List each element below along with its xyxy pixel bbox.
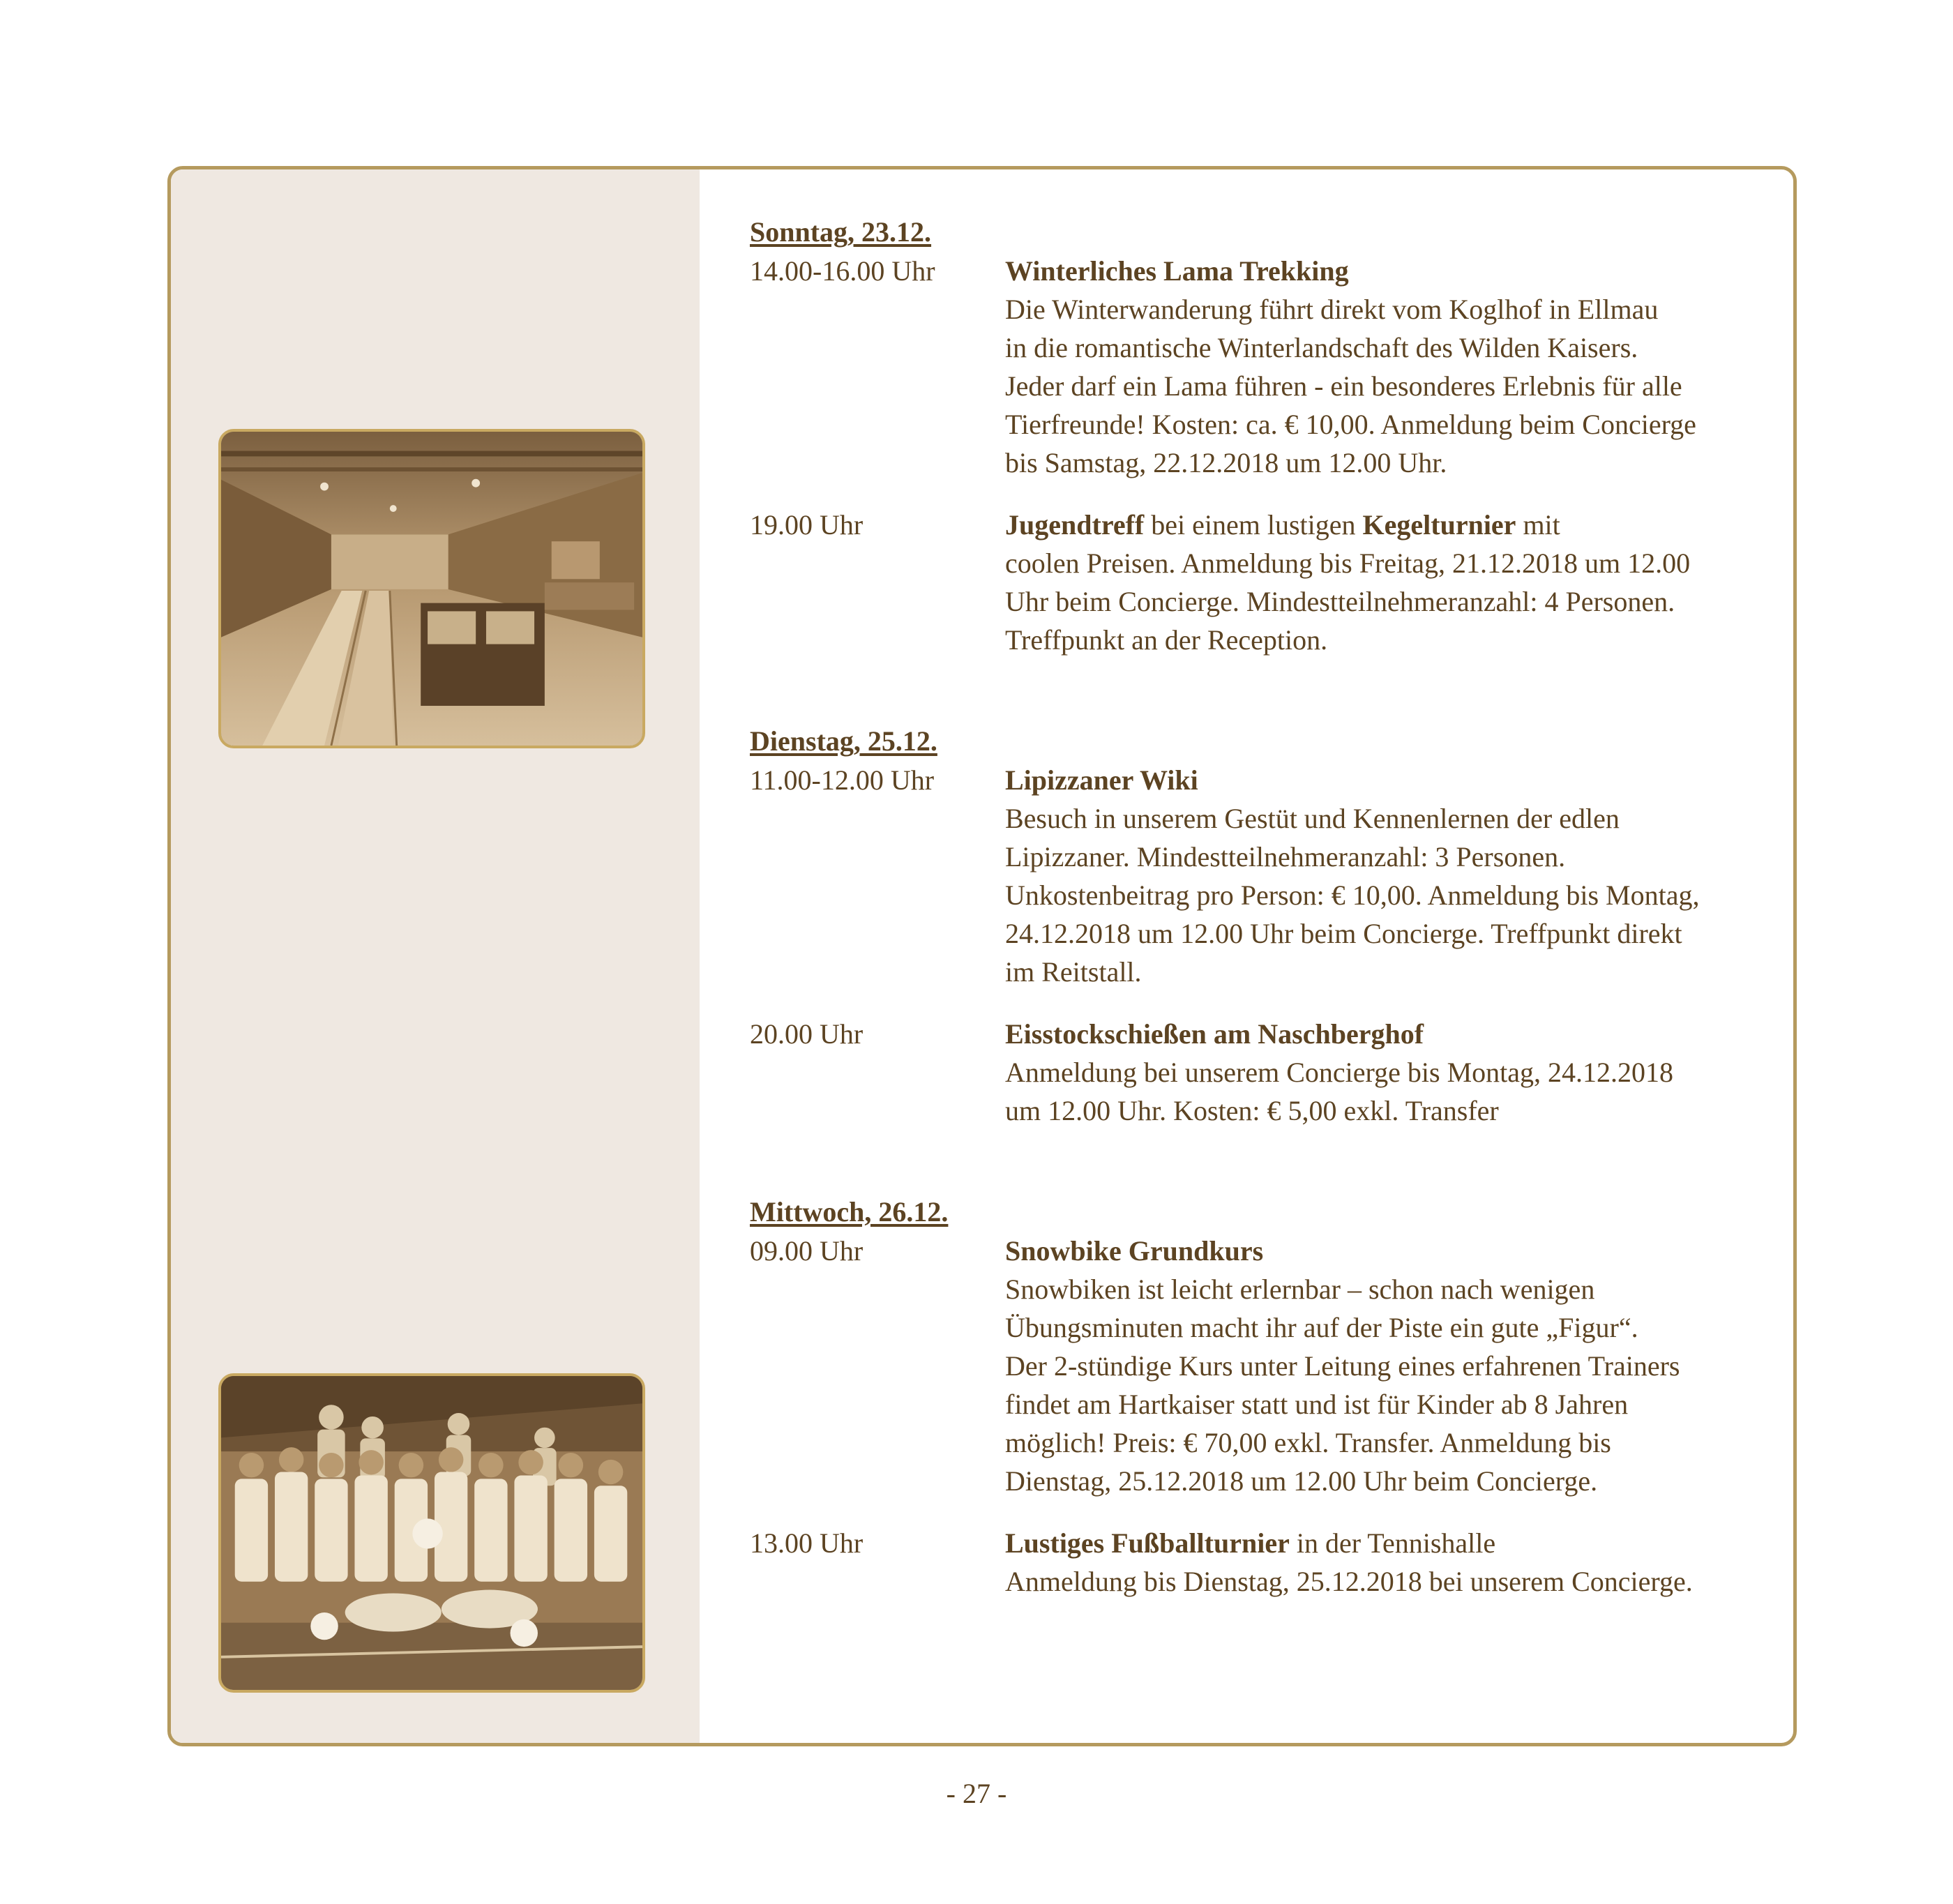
bowling-alley-photo <box>218 429 645 748</box>
event-description <box>1005 761 1754 991</box>
event-line: findet am Hartkaiser statt und ist für Kinder ab 8 Jahren <box>1005 1389 1629 1420</box>
football-team-photo <box>218 1373 645 1693</box>
event-line: Übungsminuten macht ihr auf der Piste ein gute „Figur“. <box>1005 1312 1638 1343</box>
schedule-content <box>750 213 1754 1601</box>
event-time: 09.00 Uhr <box>750 1235 864 1267</box>
event-title: Winterliches Lama Trekking <box>1005 255 1349 287</box>
event-line: um 12.00 Uhr. Kosten: € 5,00 exkl. Transfer <box>1005 1095 1499 1126</box>
event-jugendtreff <box>750 506 1754 659</box>
event-line: möglich! Preis: € 70,00 exkl. Transfer. Anmeldung bis <box>1005 1427 1611 1458</box>
day-heading: Sonntag, 23.12. <box>750 216 932 248</box>
event-title-line <box>1005 1524 1754 1562</box>
event-line: Treffpunkt an der Reception. <box>1005 624 1328 656</box>
event-line: Jeder darf ein Lama führen - ein besonderes Erlebnis für alle <box>1005 370 1682 402</box>
event-description <box>1005 252 1754 482</box>
event-lama-trekking <box>750 252 1754 482</box>
event-line: 24.12.2018 um 12.00 Uhr beim Concierge. Treffpunkt direkt <box>1005 918 1682 949</box>
event-eisstockschiessen <box>750 1015 1754 1130</box>
event-line: Anmeldung bei unserem Concierge bis Montag, 24.12.2018 <box>1005 1057 1674 1088</box>
event-title-text: in der Tennishalle <box>1289 1527 1496 1559</box>
event-line: im Reitstall. <box>1005 956 1142 988</box>
event-line: bis Samstag, 22.12.2018 um 12.00 Uhr. <box>1005 447 1447 478</box>
day-heading: Mittwoch, 26.12. <box>750 1196 949 1227</box>
event-description <box>1005 1232 1754 1500</box>
event-description <box>1005 506 1754 659</box>
event-time: 20.00 Uhr <box>750 1018 864 1050</box>
event-line: Unkostenbeitrag pro Person: € 10,00. Anmeldung bis Montag, <box>1005 879 1700 911</box>
event-title-text: mit <box>1516 509 1560 541</box>
event-title: Eisstockschießen am Naschberghof <box>1005 1018 1424 1050</box>
event-description <box>1005 1015 1754 1130</box>
event-title: Jugendtreff <box>1005 509 1145 541</box>
event-title: Lustiges Fußballturnier <box>1005 1527 1290 1559</box>
sidebar-panel <box>171 169 700 1743</box>
event-lipizzaner-wiki <box>750 761 1754 991</box>
event-line: Dienstag, 25.12.2018 um 12.00 Uhr beim Concierge. <box>1005 1465 1598 1497</box>
day-heading: Dienstag, 25.12. <box>750 725 937 757</box>
event-line: Anmeldung bis Dienstag, 25.12.2018 bei unserem Concierge. <box>1005 1566 1693 1597</box>
event-fussballturnier <box>750 1524 1754 1601</box>
schedule-frame <box>167 166 1797 1746</box>
event-title: Lipizzaner Wiki <box>1005 764 1198 796</box>
day-section-wednesday <box>750 1193 1754 1601</box>
event-line: Uhr beim Concierge. Mindestteilnehmeranzahl: 4 Personen. <box>1005 586 1675 617</box>
event-snowbike <box>750 1232 1754 1500</box>
event-title-secondary: Kegelturnier <box>1362 509 1516 541</box>
day-section-tuesday <box>750 722 1754 1130</box>
event-line: coolen Preisen. Anmeldung bis Freitag, 21.12.2018 um 12.00 <box>1005 547 1691 579</box>
event-line: Besuch in unserem Gestüt und Kennenlernen der edlen <box>1005 803 1620 834</box>
event-time: 14.00-16.00 Uhr <box>750 255 935 287</box>
event-line: Der 2-stündige Kurs unter Leitung eines erfahrenen Trainers <box>1005 1350 1680 1382</box>
event-title: Snowbike Grundkurs <box>1005 1235 1264 1267</box>
event-description <box>1005 1524 1754 1601</box>
event-line: Snowbiken ist leicht erlernbar – schon nach wenigen <box>1005 1274 1595 1305</box>
event-line: Lipizzaner. Mindestteilnehmeranzahl: 3 Personen. <box>1005 841 1566 872</box>
event-line: in die romantische Winterlandschaft des Wilden Kaisers. <box>1005 332 1638 363</box>
event-line: Tierfreunde! Kosten: ca. € 10,00. Anmeldung beim Concierge <box>1005 409 1696 440</box>
event-title-text: bei einem lustigen <box>1144 509 1363 541</box>
event-time: 11.00-12.00 Uhr <box>750 764 935 796</box>
event-line: Die Winterwanderung führt direkt vom Koglhof in Ellmau <box>1005 294 1659 325</box>
event-time: 19.00 Uhr <box>750 509 864 541</box>
event-title-line <box>1005 506 1754 544</box>
day-section-sunday <box>750 213 1754 659</box>
event-time: 13.00 Uhr <box>750 1527 864 1559</box>
page-number: - 27 - <box>946 1778 1007 1809</box>
